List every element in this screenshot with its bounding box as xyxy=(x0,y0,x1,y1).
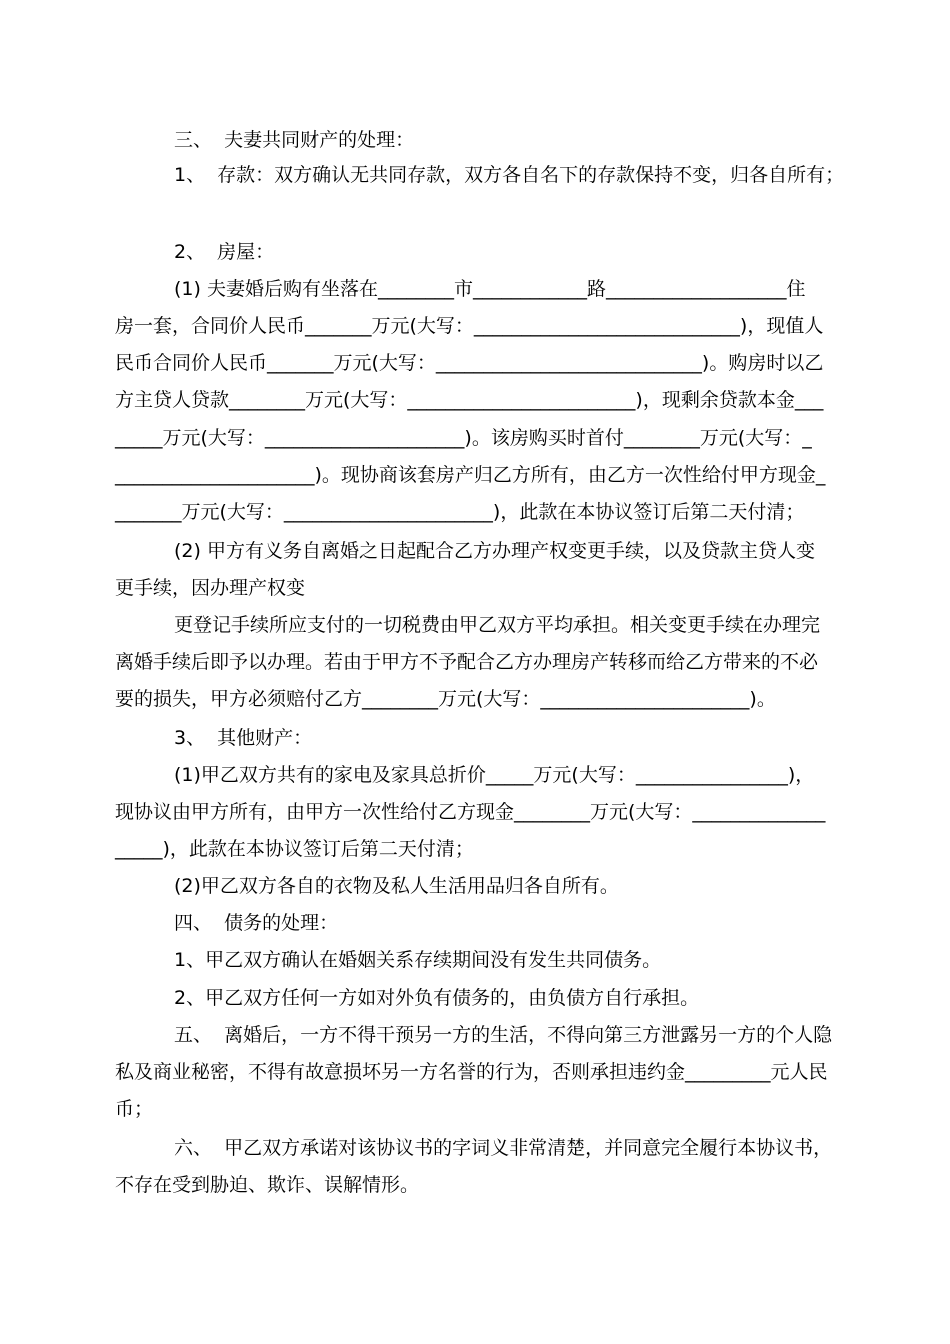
text-line: (2)甲乙双方各自的衣物及私人生活用品归各自所有。 xyxy=(174,875,619,897)
text-line: 更手续，因办理产权变 xyxy=(115,577,306,599)
section-five: 五、 离婚后，一方不得干预另一方的生活，不得向第三方泄露另一方的个人隐 xyxy=(174,1024,833,1046)
text-line: 离婚手续后即予以办理。若由于甲方不予配合乙方办理房产转移而给乙方带来的不必 xyxy=(115,651,819,673)
text-line: 不存在受到胁迫、欺诈、误解情形。 xyxy=(115,1174,420,1196)
text-line: 币； xyxy=(115,1098,154,1120)
text-line: _____)，此款在本协议签订后第二天付清； xyxy=(115,838,474,860)
section-heading-debts: 四、 债务的处理： xyxy=(174,912,339,934)
text-line: 2、甲乙双方任何一方如对外负有债务的，由负债方自行承担。 xyxy=(174,987,700,1009)
text-line: 私及商业秘密，不得有故意损坏另一方名誉的行为，否则承担违约金_________元人民 xyxy=(115,1061,828,1083)
text-line: 方主贷人贷款________万元(大写：________________________)，现剩余贷款本金___ xyxy=(115,389,824,411)
subheading-house: 2、 房屋： xyxy=(174,241,275,263)
text-line: _______万元(大写：______________________)，此款在本协议签订后第二天付清； xyxy=(115,501,805,523)
text-line: (2) 甲方有义务自离婚之日起配合乙方办理产权变更手续，以及贷款主贷人变 xyxy=(174,540,815,562)
text-line: _____________________)。现协商该套房产归乙方所有，由乙方一次性给付甲方现金_ xyxy=(115,464,826,486)
text-line: 民币合同价人民币_______万元(大写：____________________________)。购房时以乙 xyxy=(115,352,824,374)
text-line: 要的损失，甲方必须赔付乙方________万元(大写：______________________)。 xyxy=(115,688,776,710)
section-heading-property: 三、 夫妻共同财产的处理： xyxy=(174,129,415,151)
text-line: (1) 夫妻婚后购有坐落在________市____________路___________________住 xyxy=(174,278,806,300)
text-line: 1、 存款：双方确认无共同存款，双方各自名下的存款保持不变，归各自所有； xyxy=(174,164,845,186)
section-six: 六、 甲乙双方承诺对该协议书的字词义非常清楚，并同意完全履行本协议书， xyxy=(174,1137,833,1159)
text-line: 现协议由甲方所有，由甲方一次性给付乙方现金________万元(大写：______________ xyxy=(115,801,826,823)
subheading-other-property: 3、 其他财产： xyxy=(174,727,313,749)
text-line: 房一套，合同价人民币_______万元(大写：____________________________)，现值人 xyxy=(115,315,824,337)
text-line: _____万元(大写：_____________________)。该房购买时首付________万元(大写：_ xyxy=(115,427,812,449)
text-line: 1、甲乙双方确认在婚姻关系存续期间没有发生共同债务。 xyxy=(174,949,662,971)
text-line: 更登记手续所应支付的一切税费由甲乙双方平均承担。相关变更手续在办理完 xyxy=(174,614,821,636)
text-line: (1)甲乙双方共有的家电及家具总折价_____万元(大写：________________)， xyxy=(174,764,815,786)
